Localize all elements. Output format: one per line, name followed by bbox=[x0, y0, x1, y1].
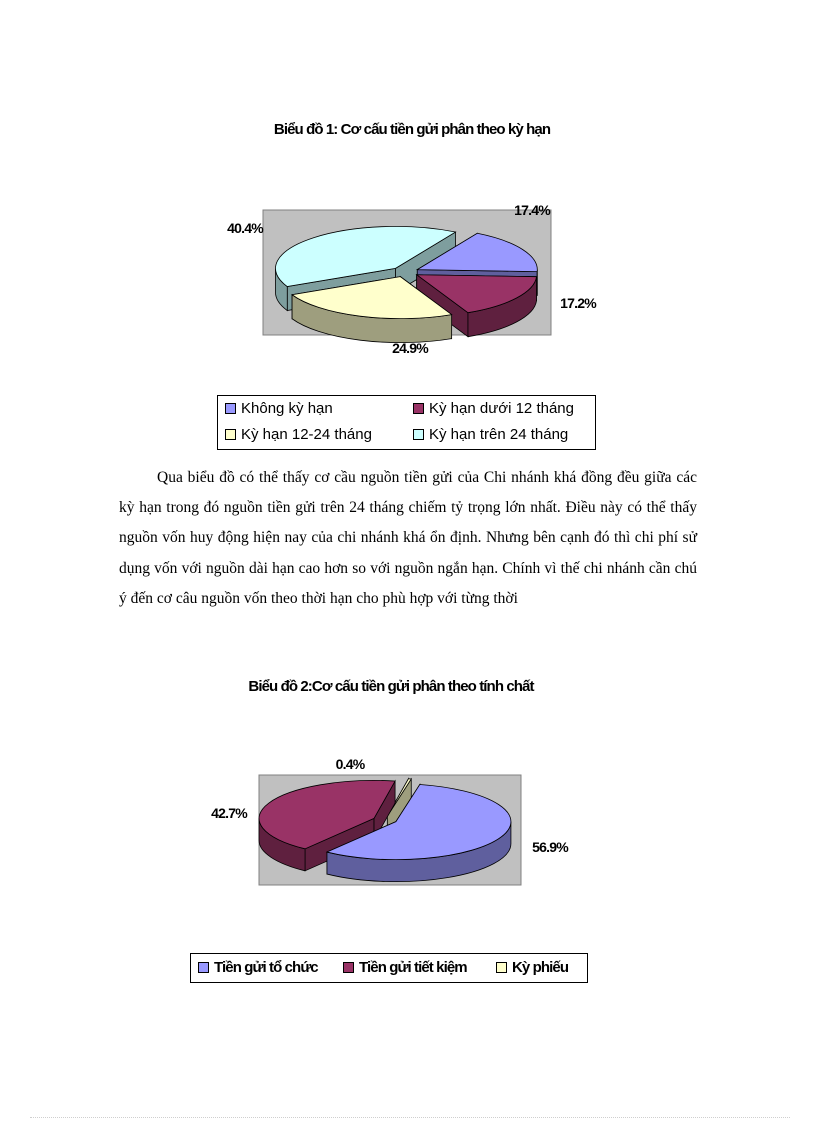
chart1-title: Biểu đồ 1: Cơ cấu tiền gửi phân theo kỳ hạn bbox=[273, 121, 551, 138]
paragraph-text: Qua biểu đồ có thể thấy cơ cầu nguồn tiền gửi của Chi nhánh khá đồng đều giữa các kỳ hạn trong đó nguồn tiền gửi trên 24 tháng chiếm tỷ trọng lớn nhất. Điều này có thể thấy nguồn vốn huy động hiện nay của chi nhánh khá ổn định. Nhưng bên cạnh đó thì chi phí sử dụng vốn với nguồn dài hạn cao hơn so với nguồn ngắn hạn. Chính vì thế chi nhánh cần chú ý đến cơ câu nguồn vốn theo thời hạn cho phù hợp với từng thời bbox=[119, 469, 697, 607]
chart2-legend bbox=[190, 953, 588, 983]
legend-item bbox=[198, 959, 318, 976]
data-label: 17.4% bbox=[514, 202, 550, 218]
data-label: 24.9% bbox=[392, 340, 428, 356]
legend-label: Kỳ hạn 12-24 tháng bbox=[241, 426, 372, 443]
legend-label: Kỳ phiếu bbox=[512, 959, 569, 976]
data-label: 56.9% bbox=[532, 839, 568, 855]
data-label: 42.7% bbox=[211, 805, 247, 821]
legend-label: Tiền gửi tiết kiệm bbox=[359, 959, 467, 976]
legend-swatch-icon bbox=[496, 962, 507, 973]
legend-item bbox=[496, 959, 568, 976]
legend-label: Kỳ hạn dưới 12 tháng bbox=[429, 400, 574, 417]
data-label: 40.4% bbox=[227, 220, 263, 236]
chart2-title: Biểu đồ 2:Cơ cấu tiền gửi phân theo tính chất bbox=[248, 678, 534, 695]
legend-swatch-icon bbox=[343, 962, 354, 973]
data-label: 17.2% bbox=[560, 295, 596, 311]
legend-swatch-icon bbox=[198, 962, 209, 973]
legend-item bbox=[343, 959, 467, 976]
legend-label: Tiền gửi tổ chức bbox=[214, 959, 318, 976]
data-label: 0.4% bbox=[335, 756, 365, 772]
legend-label: Không kỳ hạn bbox=[241, 400, 333, 417]
page-divider bbox=[30, 1117, 790, 1118]
legend-label: Kỳ hạn trên 24 tháng bbox=[429, 426, 569, 443]
